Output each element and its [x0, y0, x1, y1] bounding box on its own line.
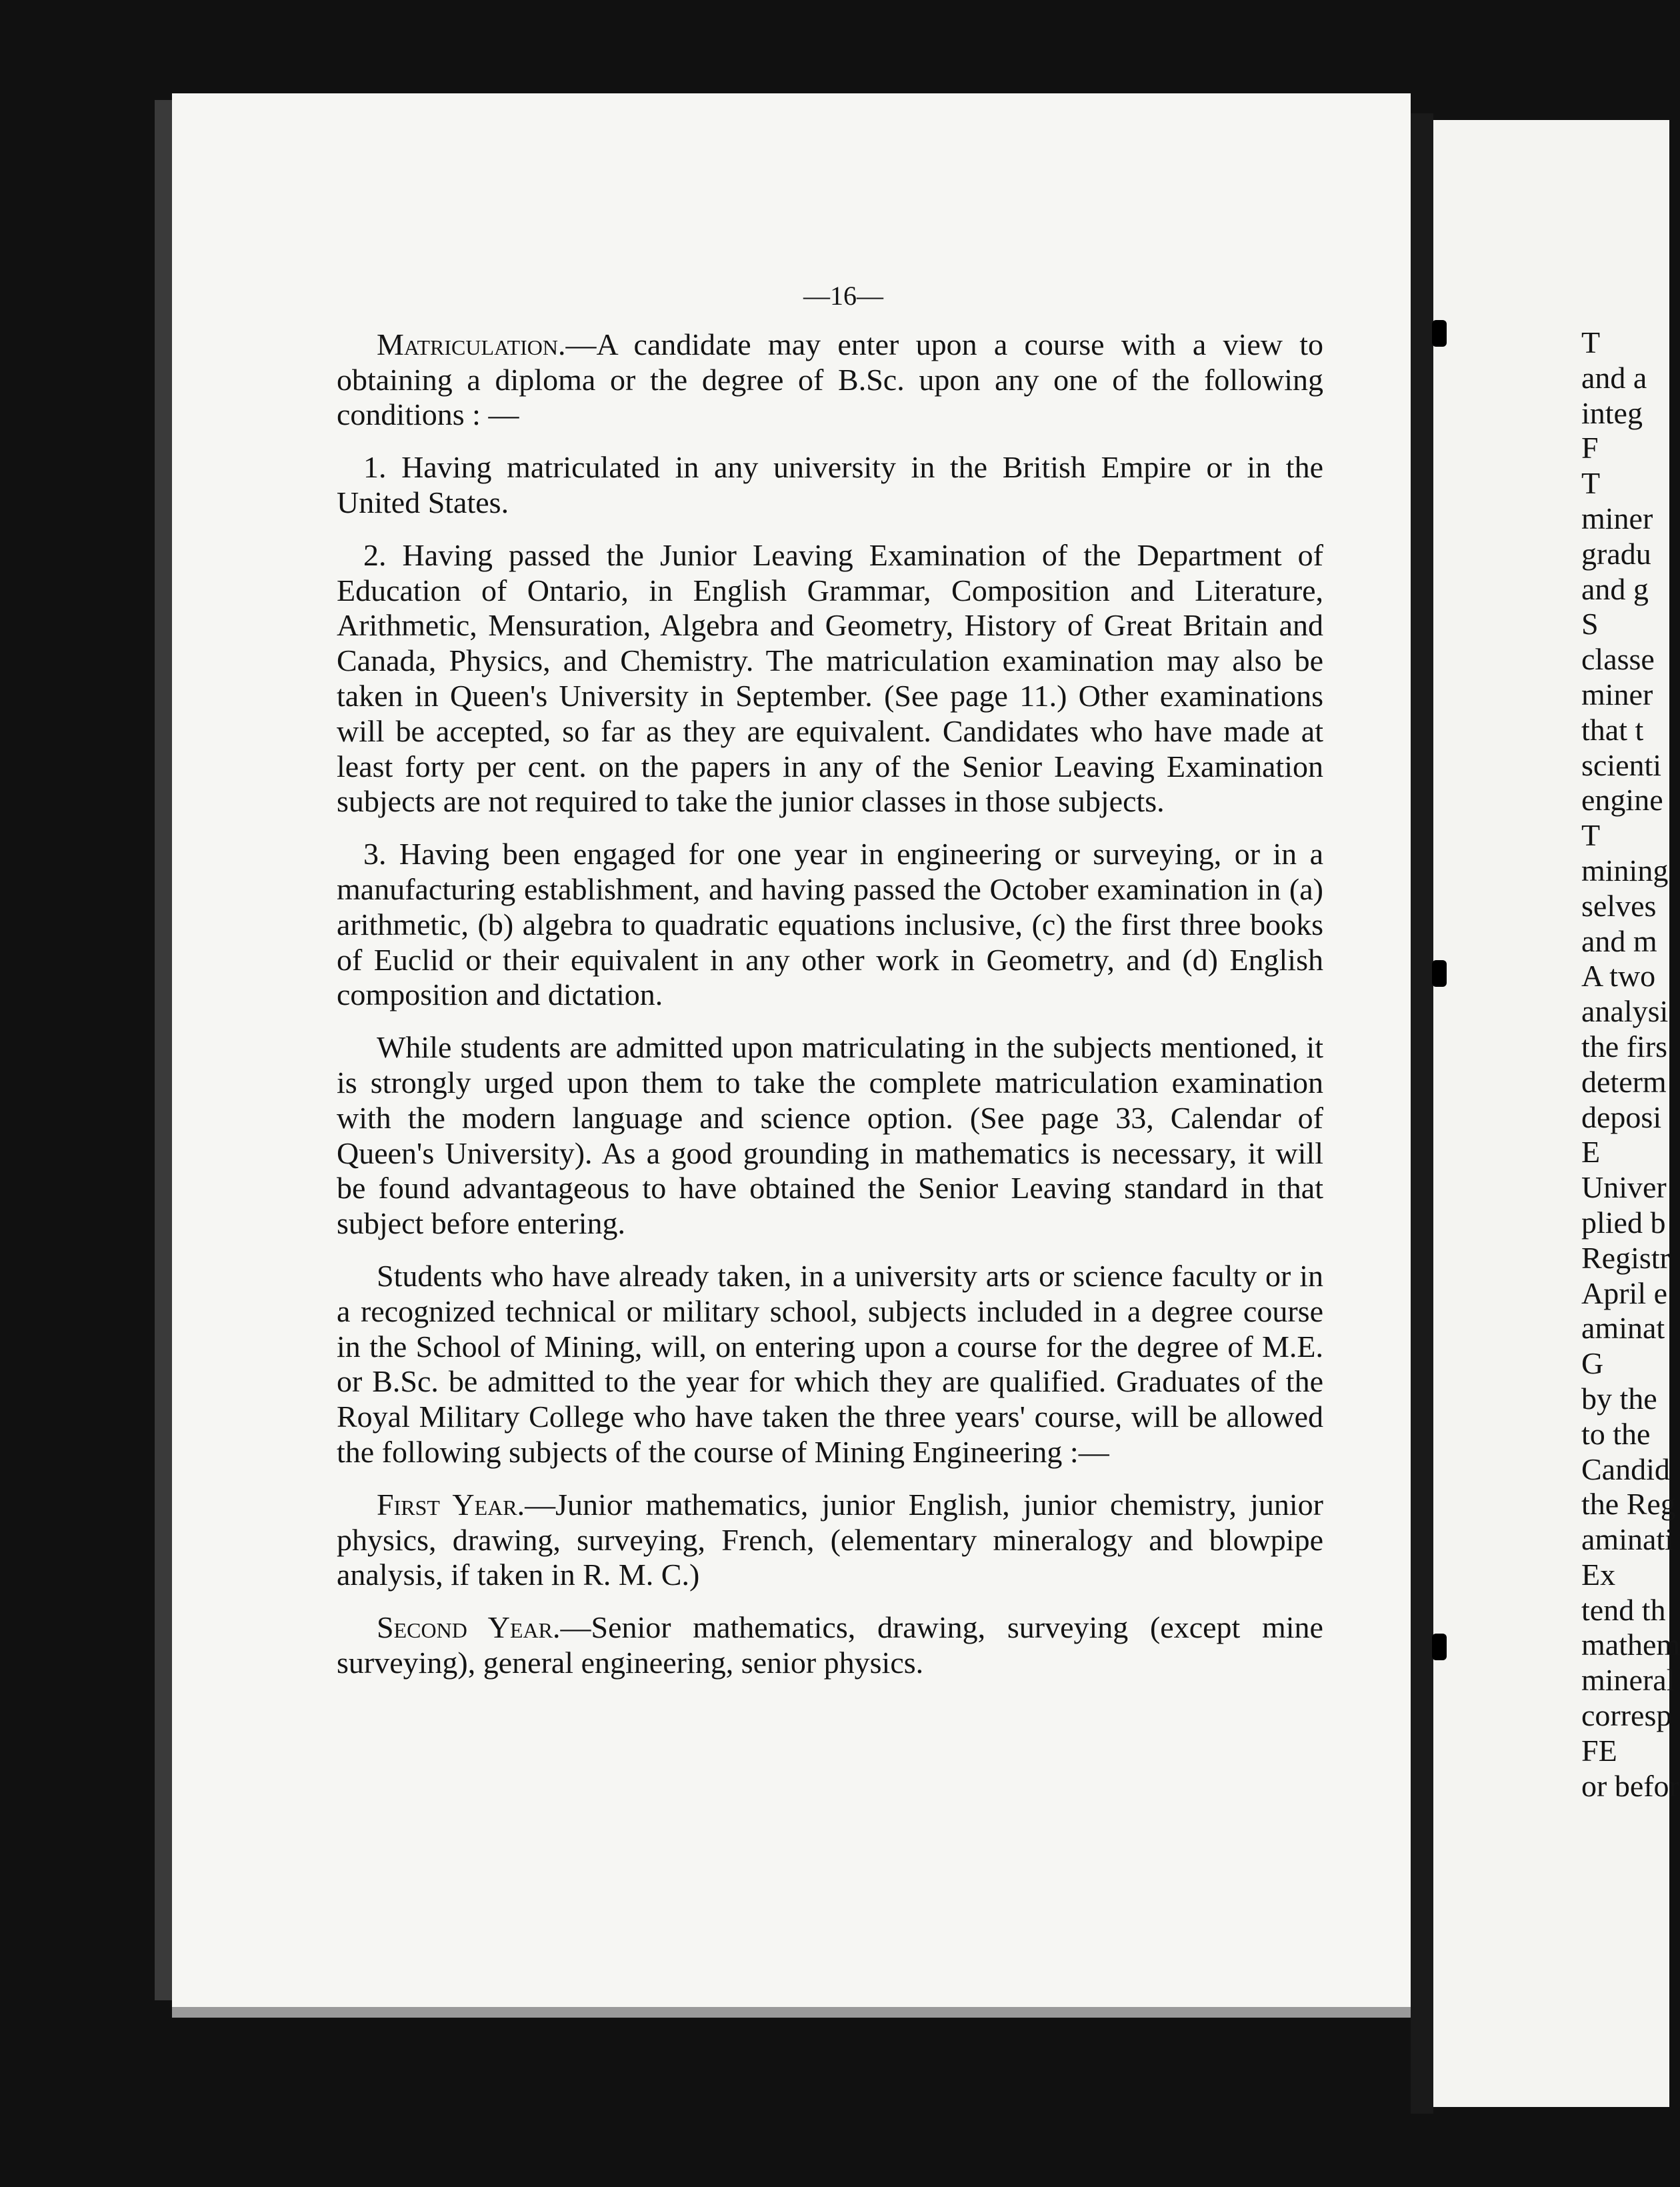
section-lead: First Year.: [377, 1487, 525, 1522]
condition-2: 2. Having passed the Junior Leaving Examination of the Department of Education of Ontario, in English Grammar, Composition and Literature, Arithmetic, Mensuration, Algebra and Geometry, History of Great Britain and Canada, Physics, and Chemistry. The matriculation examination may also be taken in Queen's University in September. (See page 11.) Other examinations will be accepted, so far as they are equivalent. Candidates who have made at least forty per cent. on the papers in any of the Senior Leaving Examination subjects are not required to take the junior classes in those subjects.: [337, 537, 1323, 819]
right-page-line: engine: [1581, 783, 1663, 817]
right-page-line: G: [1581, 1346, 1604, 1381]
right-page-line: and g: [1581, 571, 1649, 606]
paragraph-matriculation: [337, 327, 1323, 433]
right-page-line: or befor: [1581, 1768, 1679, 1803]
paragraph-first-year: [337, 1488, 1323, 1593]
right-page-line: to the: [1581, 1416, 1651, 1451]
right-page-line: S: [1581, 607, 1599, 641]
right-page-line: selves: [1581, 888, 1657, 923]
right-page-line: corresp: [1581, 1698, 1672, 1733]
paragraph-second-year: [337, 1610, 1323, 1681]
gutter-binding-mark: [1432, 1634, 1447, 1660]
right-page-line: mining: [1581, 853, 1669, 887]
right-page-line: the firs: [1581, 1029, 1668, 1063]
paragraph-text: —Junior mathematics, junior English, junior chemistry, junior physics, drawing, surveying, French, (elementary mineralogy and blowpipe analysis, if taken in R. M. C.): [337, 1487, 1323, 1592]
right-page-line: Ex: [1581, 1557, 1616, 1592]
right-page-text-fragment: [1581, 325, 1680, 1804]
right-page-line: Univer: [1581, 1170, 1667, 1205]
right-page-line: gradu: [1581, 536, 1651, 571]
right-page-line: determ: [1581, 1064, 1667, 1099]
book-gutter: [1411, 113, 1433, 2114]
right-page-line: deposi: [1581, 1100, 1662, 1134]
right-page-line: tend th: [1581, 1592, 1666, 1627]
paragraph-admission-advice: While students are admitted upon matriculating in the subjects mentioned, it is strongly urged upon them to take the complete matriculation examination with the modern language and science option. (See page 33, Calendar of Queen's University). As a good grounding in mathematics is necessary, it will be found advantageous to have obtained the Senior Leaving standard in that subject before entering.: [337, 1030, 1323, 1241]
section-lead: Second Year.: [377, 1610, 561, 1645]
right-page-line: the Reg: [1581, 1487, 1676, 1522]
right-page-line: A two: [1581, 959, 1656, 993]
right-page-line: T: [1581, 818, 1601, 853]
right-page-line: that t: [1581, 712, 1644, 747]
right-page-line: aminat: [1581, 1311, 1665, 1346]
page-number: —16—: [803, 281, 883, 311]
right-page-line: T: [1581, 466, 1601, 501]
right-page-line: plied b: [1581, 1205, 1666, 1240]
section-lead: Matriculation.: [377, 327, 566, 361]
left-page-edge: [172, 2007, 1411, 2018]
right-page-line: E: [1581, 1135, 1601, 1170]
right-page-line: by the: [1581, 1381, 1657, 1416]
gutter-binding-mark: [1432, 960, 1447, 987]
gutter-binding-mark: [1432, 320, 1447, 347]
right-page-line: Registr: [1581, 1240, 1670, 1275]
paragraph-text: —A candidate may enter upon a course with a view to obtaining a diploma or the degree of B.Sc. upon any one of the following conditions : —: [337, 327, 1323, 432]
right-page-line: integ: [1581, 395, 1643, 430]
right-page-line: mathem: [1581, 1628, 1680, 1662]
condition-3: 3. Having been engaged for one year in engineering or surveying, or in a manufacturing establishment, and having passed the October examination in (a) arithmetic, (b) algebra to quadratic equations inclusive, (c) the first three books of Euclid or their equivalent in any other work in Geometry, and (d) English composition and dictation.: [337, 837, 1323, 1012]
right-page-line: miner: [1581, 501, 1653, 535]
right-page-line: aminati: [1581, 1522, 1673, 1557]
right-page-line: F: [1581, 431, 1599, 465]
right-page-line: and m: [1581, 923, 1657, 958]
right-page-line: April e: [1581, 1276, 1668, 1310]
left-page-text: [337, 279, 1323, 1698]
right-page-line: Candid: [1581, 1452, 1670, 1486]
right-page-line: T: [1581, 325, 1601, 359]
paragraph-advanced-standing: Students who have already taken, in a university arts or science faculty or in a recognized technical or military school, subjects included in a degree course in the School of Mining, will, on entering upon a course for the degree of M.E. or B.Sc. be admitted to the year for which they are qualified. Graduates of the Royal Military College who have taken the three years' course, will be allowed the following subjects of the course of Mining Engineering :—: [337, 1258, 1323, 1469]
right-page-line: and a: [1581, 360, 1647, 395]
right-page-line: FE: [1581, 1733, 1617, 1768]
right-page-line: mineral: [1581, 1663, 1675, 1698]
right-page-line: miner: [1581, 677, 1653, 711]
right-page-line: analysi: [1581, 994, 1669, 1029]
paragraph-text: —Senior mathematics, drawing, surveying (except mine surveying), general engineering, senior physics.: [337, 1610, 1323, 1680]
right-page-line: scienti: [1581, 747, 1662, 782]
right-page-line: classe: [1581, 642, 1655, 677]
condition-1: 1. Having matriculated in any university in the British Empire or in the United States.: [337, 450, 1323, 519]
